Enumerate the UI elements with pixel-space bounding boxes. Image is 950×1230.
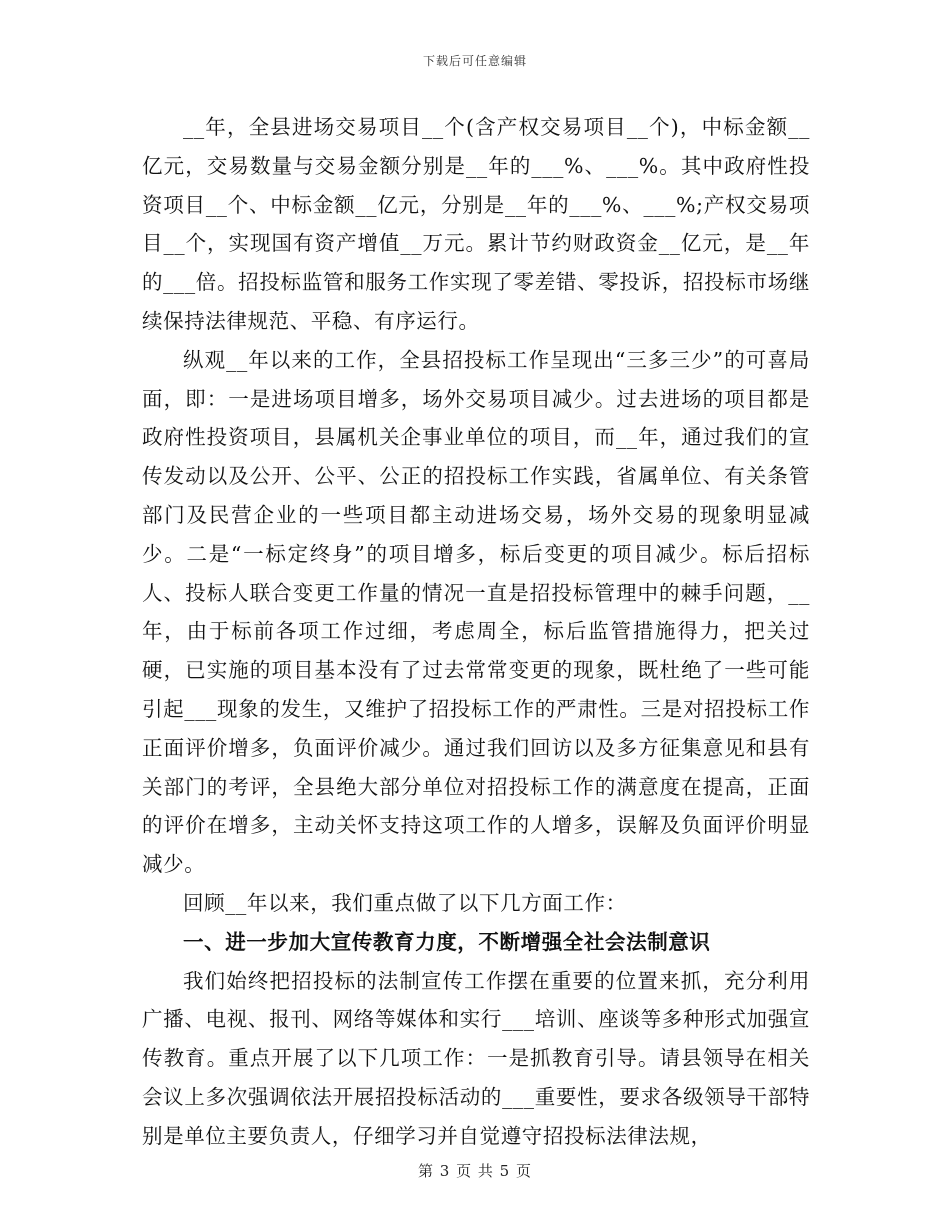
page-header: 下载后可任意编辑 xyxy=(422,54,527,68)
paragraph-review-intro: 回顾__年以来，我们重点做了以下几方面工作： xyxy=(183,890,627,915)
section-heading-1: 一、进一步加大宣传教育力度，不断增强全社会法制意识 xyxy=(183,929,711,954)
paragraph-propaganda: 我们始终把招投标的法制宣传工作摆在重要的位置来抓，充分利用广播、电视、报刊、网络等媒体和实行___培训、座谈等多种形式加强宣传教育。重点开展了以下几项工作：一是抓教育引导。请县领导在相关会议上多次强调依法开展招投标活动的___重要性，要求各级领导干部特别是单位主要负责人，仔细学习并自觉遵守招投标法律法规， xyxy=(142,968,810,1148)
document-body xyxy=(142,108,810,1156)
paragraph-overview: 纵观__年以来的工作，全县招投标工作呈现出“三多三少”的可喜局面，即：一是进场项目增多，场外交易项目减少。过去进场的项目都是政府性投资项目，县属机关企事业单位的项目，而__年，通过我们的宣传发动以及公开、公平、公正的招投标工作实践，省属单位、有关条管部门及民营企业的一些项目都主动进场交易，场外交易的现象明显减少。二是“一标定终身”的项目增多，标后变更的项目减少。标后招标人、投标人联合变更工作量的情况一直是招投标管理中的棘手问题，__年，由于标前各项工作过细，考虑周全，标后监管措施得力，把关过硬，已实施的项目基本没有了过去常常变更的现象，既杜绝了一些可能引起___现象的发生，又维护了招投标工作的严肃性。三是对招投标工作正面评价增多，负面评价减少。通过我们回访以及多方征集意见和县有关部门的考评，全县绝大部分单位对招投标工作的满意度在提高，正面的评价在增多，主动关怀支持这项工作的人增多，误解及负面评价明显减少。 xyxy=(142,347,810,877)
paragraph-summary-stats: __年，全县进场交易项目__个(含产权交易项目__个)，中标金额__亿元，交易数量与交易金额分别是__年的___%、___%。其中政府性投资项目__个、中标金额__亿元，分别是__年的___%、___%;产权交易项目__个，实现国有资产增值__万元。累计节约财政资金__亿元，是__年的___倍。招投标监管和服务工作实现了零差错、零投诉，招投标市场继续保持法律规范、平稳、有序运行。 xyxy=(142,115,810,333)
page-footer: 第 3 页 共 5 页 xyxy=(418,1162,532,1180)
